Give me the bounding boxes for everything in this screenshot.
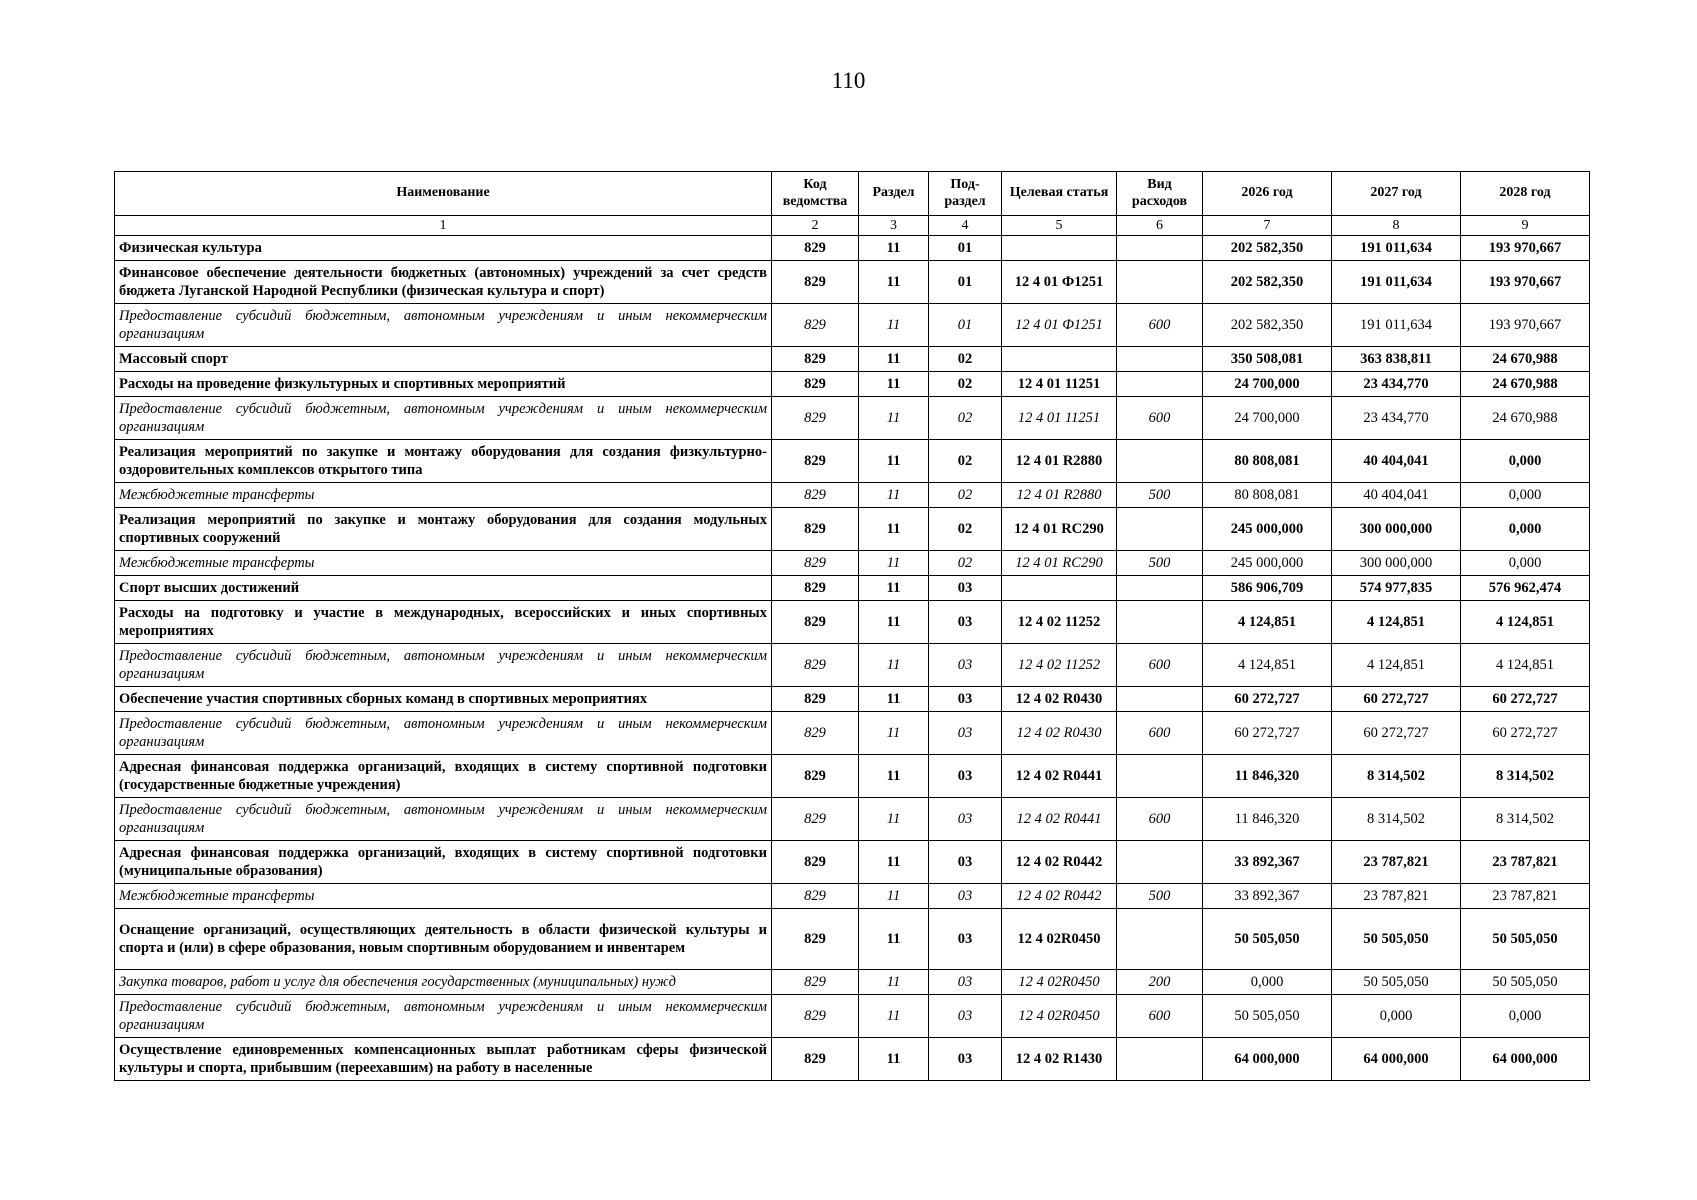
row-name: Предоставление субсидий бюджетным, автономным учреждениям и иным некоммерческим организациям [115,995,772,1038]
amount-2028: 4 124,851 [1461,601,1590,644]
subsection-code: 01 [929,304,1002,347]
subsection-code: 02 [929,397,1002,440]
expense-type [1117,909,1203,970]
subsection-code: 02 [929,508,1002,551]
subsection-code: 02 [929,347,1002,372]
header-expense-type: Вид расходов [1117,172,1203,216]
subsection-code: 01 [929,261,1002,304]
row-name: Предоставление субсидий бюджетным, автономным учреждениям и иным некоммерческим организациям [115,304,772,347]
header-year-2027: 2027 год [1332,172,1461,216]
table-row [115,755,1590,798]
target-article: 12 4 01 Ф1251 [1002,304,1117,347]
amount-2026: 60 272,727 [1203,712,1332,755]
amount-2027: 64 000,000 [1332,1038,1461,1081]
column-number: 4 [929,216,1002,236]
target-article: 12 4 01 RC290 [1002,508,1117,551]
amount-2028: 24 670,988 [1461,372,1590,397]
section-code: 11 [859,347,929,372]
section-code: 11 [859,261,929,304]
table-row [115,483,1590,508]
column-number: 6 [1117,216,1203,236]
table-row [115,841,1590,884]
dept-code: 829 [772,304,859,347]
amount-2026: 4 124,851 [1203,601,1332,644]
amount-2028: 23 787,821 [1461,841,1590,884]
amount-2028: 8 314,502 [1461,755,1590,798]
row-name: Межбюджетные трансферты [115,884,772,909]
target-article: 12 4 01 R2880 [1002,440,1117,483]
amount-2028: 193 970,667 [1461,236,1590,261]
target-article: 12 4 01 Ф1251 [1002,261,1117,304]
dept-code: 829 [772,508,859,551]
column-number: 1 [115,216,772,236]
subsection-code: 03 [929,1038,1002,1081]
section-code: 11 [859,440,929,483]
amount-2027: 23 434,770 [1332,397,1461,440]
amount-2028: 64 000,000 [1461,1038,1590,1081]
amount-2027: 23 787,821 [1332,841,1461,884]
row-name: Предоставление субсидий бюджетным, автономным учреждениям и иным некоммерческим организациям [115,644,772,687]
amount-2028: 24 670,988 [1461,397,1590,440]
table-row [115,601,1590,644]
dept-code: 829 [772,372,859,397]
dept-code: 829 [772,909,859,970]
row-name: Адресная финансовая поддержка организаций, входящих в систему спортивной подготовки (государственные бюджетные учреждения) [115,755,772,798]
amount-2028: 60 272,727 [1461,687,1590,712]
section-code: 11 [859,576,929,601]
table-row [115,1038,1590,1081]
table-row [115,397,1590,440]
amount-2026: 64 000,000 [1203,1038,1332,1081]
header-dept-code: Код ведомства [772,172,859,216]
row-name: Расходы на подготовку и участие в международных, всероссийских и иных спортивных мероприятиях [115,601,772,644]
section-code: 11 [859,884,929,909]
dept-code: 829 [772,1038,859,1081]
row-name: Финансовое обеспечение деятельности бюджетных (автономных) учреждений за счет средств бюджета Луганской Народной Республики (физическая культура и спорт) [115,261,772,304]
amount-2028: 0,000 [1461,508,1590,551]
expense-type: 500 [1117,551,1203,576]
amount-2027: 191 011,634 [1332,236,1461,261]
expense-type: 500 [1117,884,1203,909]
amount-2028: 0,000 [1461,440,1590,483]
section-code: 11 [859,712,929,755]
section-code: 11 [859,687,929,712]
expense-type [1117,261,1203,304]
header-year-2026: 2026 год [1203,172,1332,216]
amount-2027: 191 011,634 [1332,261,1461,304]
amount-2026: 202 582,350 [1203,261,1332,304]
amount-2027: 0,000 [1332,995,1461,1038]
dept-code: 829 [772,440,859,483]
expense-type [1117,841,1203,884]
table-row [115,347,1590,372]
row-name: Массовый спорт [115,347,772,372]
amount-2027: 50 505,050 [1332,909,1461,970]
section-code: 11 [859,1038,929,1081]
section-code: 11 [859,644,929,687]
expense-type [1117,508,1203,551]
subsection-code: 03 [929,909,1002,970]
row-name: Физическая культура [115,236,772,261]
header-section: Раздел [859,172,929,216]
expense-type: 600 [1117,712,1203,755]
expense-type: 600 [1117,304,1203,347]
table-row [115,508,1590,551]
amount-2027: 4 124,851 [1332,601,1461,644]
amount-2027: 574 977,835 [1332,576,1461,601]
target-article: 12 4 01 11251 [1002,372,1117,397]
amount-2026: 202 582,350 [1203,304,1332,347]
table-row [115,644,1590,687]
subsection-code: 03 [929,712,1002,755]
amount-2028: 576 962,474 [1461,576,1590,601]
dept-code: 829 [772,884,859,909]
target-article: 12 4 02 R0441 [1002,798,1117,841]
dept-code: 829 [772,347,859,372]
table-row [115,261,1590,304]
amount-2026: 4 124,851 [1203,644,1332,687]
amount-2027: 300 000,000 [1332,551,1461,576]
table-row [115,884,1590,909]
amount-2027: 40 404,041 [1332,440,1461,483]
target-article: 12 4 02 R0430 [1002,687,1117,712]
amount-2026: 24 700,000 [1203,397,1332,440]
table-row [115,440,1590,483]
expense-type: 500 [1117,483,1203,508]
target-article: 12 4 01 RC290 [1002,551,1117,576]
expense-type: 200 [1117,970,1203,995]
dept-code: 829 [772,236,859,261]
column-number: 2 [772,216,859,236]
table-row [115,236,1590,261]
target-article [1002,576,1117,601]
amount-2026: 24 700,000 [1203,372,1332,397]
subsection-code: 03 [929,601,1002,644]
column-number: 9 [1461,216,1590,236]
target-article: 12 4 02R0450 [1002,995,1117,1038]
dept-code: 829 [772,551,859,576]
subsection-code: 03 [929,884,1002,909]
expense-type [1117,347,1203,372]
subsection-code: 03 [929,644,1002,687]
expense-type [1117,440,1203,483]
amount-2027: 4 124,851 [1332,644,1461,687]
amount-2028: 50 505,050 [1461,909,1590,970]
budget-table [114,171,1590,1081]
expense-type: 600 [1117,644,1203,687]
amount-2028: 193 970,667 [1461,304,1590,347]
amount-2026: 245 000,000 [1203,551,1332,576]
target-article: 12 4 02R0450 [1002,909,1117,970]
dept-code: 829 [772,687,859,712]
amount-2026: 33 892,367 [1203,884,1332,909]
subsection-code: 03 [929,970,1002,995]
expense-type [1117,236,1203,261]
section-code: 11 [859,236,929,261]
amount-2028: 24 670,988 [1461,347,1590,372]
expense-type [1117,687,1203,712]
dept-code: 829 [772,798,859,841]
amount-2028: 0,000 [1461,483,1590,508]
target-article: 12 4 02 11252 [1002,644,1117,687]
amount-2026: 80 808,081 [1203,440,1332,483]
amount-2028: 0,000 [1461,995,1590,1038]
section-code: 11 [859,995,929,1038]
dept-code: 829 [772,576,859,601]
amount-2027: 60 272,727 [1332,712,1461,755]
section-code: 11 [859,397,929,440]
row-name: Оснащение организаций, осуществляющих деятельность в области физической культуры и спорта и (или) в сфере образования, новым спортивным оборудованием и инвентарем [115,909,772,970]
subsection-code: 03 [929,995,1002,1038]
target-article: 12 4 01 11251 [1002,397,1117,440]
dept-code: 829 [772,841,859,884]
row-name: Предоставление субсидий бюджетным, автономным учреждениям и иным некоммерческим организациям [115,798,772,841]
amount-2026: 11 846,320 [1203,755,1332,798]
table-row [115,687,1590,712]
subsection-code: 02 [929,440,1002,483]
target-article [1002,347,1117,372]
amount-2028: 8 314,502 [1461,798,1590,841]
amount-2028: 23 787,821 [1461,884,1590,909]
section-code: 11 [859,909,929,970]
amount-2027: 8 314,502 [1332,755,1461,798]
header-year-2028: 2028 год [1461,172,1590,216]
amount-2026: 586 906,709 [1203,576,1332,601]
row-name: Закупка товаров, работ и услуг для обеспечения государственных (муниципальных) нужд [115,970,772,995]
header-name: Наименование [115,172,772,216]
dept-code: 829 [772,995,859,1038]
table-row [115,712,1590,755]
section-code: 11 [859,304,929,347]
subsection-code: 03 [929,841,1002,884]
header-target-article: Целевая статья [1002,172,1117,216]
dept-code: 829 [772,644,859,687]
table-row [115,551,1590,576]
page-number: 110 [831,68,866,93]
amount-2027: 23 787,821 [1332,884,1461,909]
table-row [115,798,1590,841]
dept-code: 829 [772,601,859,644]
expense-type [1117,1038,1203,1081]
row-name: Осуществление единовременных компенсационных выплат работникам сферы физической культуры и спорта, прибывшим (переехавшим) на работу в населенные [115,1038,772,1081]
column-number: 5 [1002,216,1117,236]
dept-code: 829 [772,483,859,508]
target-article [1002,236,1117,261]
column-number-row [115,216,1590,236]
amount-2027: 60 272,727 [1332,687,1461,712]
expense-type: 600 [1117,995,1203,1038]
dept-code: 829 [772,397,859,440]
target-article: 12 4 02 R0442 [1002,884,1117,909]
section-code: 11 [859,483,929,508]
row-name: Межбюджетные трансферты [115,483,772,508]
section-code: 11 [859,508,929,551]
row-name: Расходы на проведение физкультурных и спортивных мероприятий [115,372,772,397]
section-code: 11 [859,601,929,644]
section-code: 11 [859,755,929,798]
expense-type [1117,576,1203,601]
section-code: 11 [859,970,929,995]
amount-2027: 23 434,770 [1332,372,1461,397]
subsection-code: 01 [929,236,1002,261]
target-article: 12 4 02 R0430 [1002,712,1117,755]
target-article: 12 4 02R0450 [1002,970,1117,995]
table-row [115,995,1590,1038]
subsection-code: 02 [929,483,1002,508]
table-row [115,372,1590,397]
amount-2026: 202 582,350 [1203,236,1332,261]
amount-2026: 11 846,320 [1203,798,1332,841]
amount-2026: 0,000 [1203,970,1332,995]
amount-2027: 8 314,502 [1332,798,1461,841]
subsection-code: 03 [929,687,1002,712]
target-article: 12 4 02 R1430 [1002,1038,1117,1081]
subsection-code: 03 [929,755,1002,798]
amount-2028: 50 505,050 [1461,970,1590,995]
column-number: 3 [859,216,929,236]
target-article: 12 4 02 R0442 [1002,841,1117,884]
table-row [115,909,1590,970]
target-article: 12 4 02 11252 [1002,601,1117,644]
amount-2026: 245 000,000 [1203,508,1332,551]
row-name: Адресная финансовая поддержка организаций, входящих в систему спортивной подготовки (муниципальные образования) [115,841,772,884]
amount-2028: 60 272,727 [1461,712,1590,755]
amount-2026: 60 272,727 [1203,687,1332,712]
amount-2028: 0,000 [1461,551,1590,576]
amount-2026: 33 892,367 [1203,841,1332,884]
subsection-code: 02 [929,372,1002,397]
table-row [115,970,1590,995]
expense-type [1117,372,1203,397]
dept-code: 829 [772,712,859,755]
header-row [115,172,1590,216]
amount-2027: 50 505,050 [1332,970,1461,995]
expense-type: 600 [1117,397,1203,440]
row-name: Спорт высших достижений [115,576,772,601]
row-name: Межбюджетные трансферты [115,551,772,576]
expense-type [1117,755,1203,798]
header-subsection: Под-раздел [929,172,1002,216]
row-name: Предоставление субсидий бюджетным, автономным учреждениям и иным некоммерческим организациям [115,397,772,440]
amount-2027: 363 838,811 [1332,347,1461,372]
section-code: 11 [859,798,929,841]
amount-2027: 40 404,041 [1332,483,1461,508]
dept-code: 829 [772,970,859,995]
row-name: Обеспечение участия спортивных сборных команд в спортивных мероприятиях [115,687,772,712]
expense-type: 600 [1117,798,1203,841]
section-code: 11 [859,372,929,397]
amount-2027: 300 000,000 [1332,508,1461,551]
expense-type [1117,601,1203,644]
amount-2028: 193 970,667 [1461,261,1590,304]
budget-table-body [115,236,1590,1081]
column-number: 8 [1332,216,1461,236]
target-article: 12 4 01 R2880 [1002,483,1117,508]
table-row [115,576,1590,601]
subsection-code: 02 [929,551,1002,576]
amount-2026: 50 505,050 [1203,995,1332,1038]
table-row [115,304,1590,347]
row-name: Предоставление субсидий бюджетным, автономным учреждениям и иным некоммерческим организациям [115,712,772,755]
subsection-code: 03 [929,576,1002,601]
amount-2027: 191 011,634 [1332,304,1461,347]
section-code: 11 [859,551,929,576]
amount-2028: 4 124,851 [1461,644,1590,687]
column-number: 7 [1203,216,1332,236]
section-code: 11 [859,841,929,884]
dept-code: 829 [772,261,859,304]
amount-2026: 80 808,081 [1203,483,1332,508]
amount-2026: 50 505,050 [1203,909,1332,970]
target-article: 12 4 02 R0441 [1002,755,1117,798]
amount-2026: 350 508,081 [1203,347,1332,372]
dept-code: 829 [772,755,859,798]
subsection-code: 03 [929,798,1002,841]
row-name: Реализация мероприятий по закупке и монтажу оборудования для создания физкультурно-оздоровительных комплексов открытого типа [115,440,772,483]
row-name: Реализация мероприятий по закупке и монтажу оборудования для создания модульных спортивных сооружений [115,508,772,551]
